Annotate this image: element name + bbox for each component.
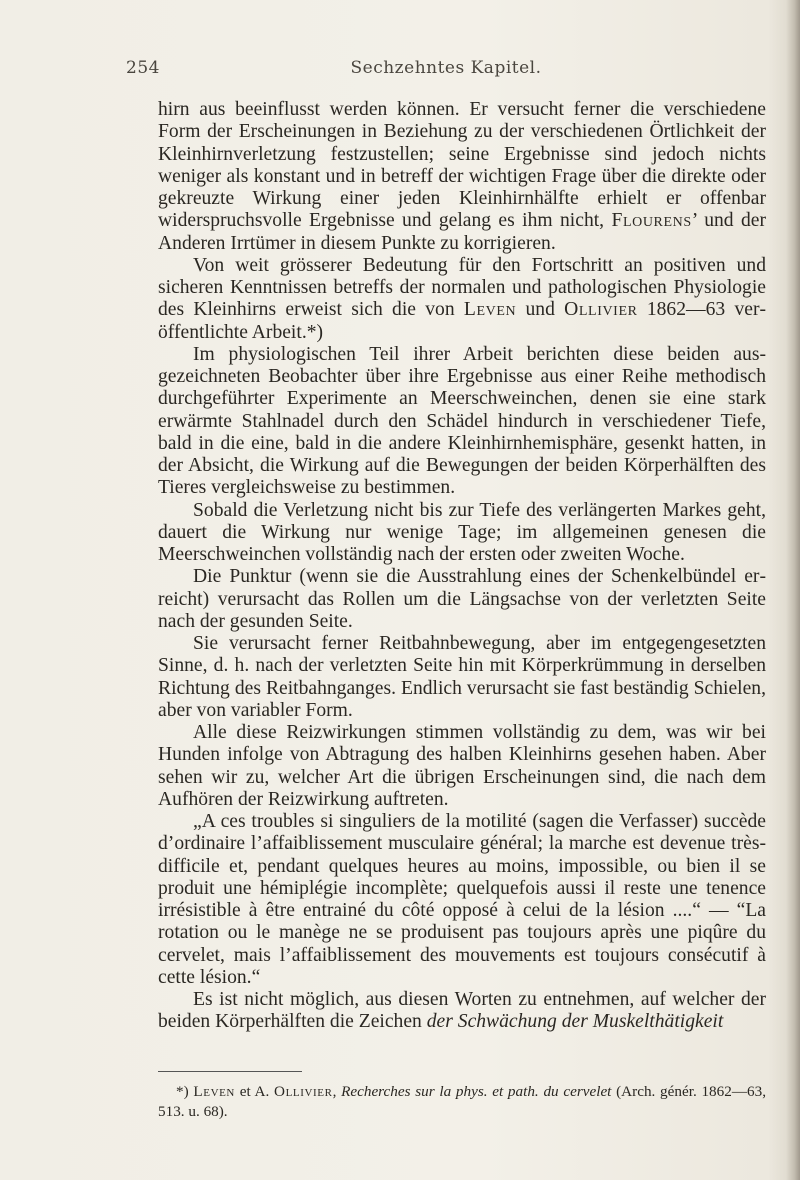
paragraph-9-text: Es ist nicht möglich, aus diesen Worten zu entnehmen, auf welcher der beiden Körperhälften die Zeichen [158,989,766,1033]
paragraph-2 [158,255,766,344]
footnote-title: Recherches sur la phys. et path. du cervelet [341,1083,612,1100]
author-flourens: Flourens [611,210,692,232]
paragraph-8-french-quote: „A ces troubles si singuliers de la motilité (sagen die Verfasser) succède d’ordinaire l’affaiblissement musculaire général; la marche est devenue très-difficile et, pendant quelques heures au moins, impossible, ou bien il se produit une hémiplégie incomplète; quelquefois aussi il reste une tenence irrésistible à être entrainé du côté opposé à celui de la lésion ....“ — “La rotation ou le manège ne se produisent pas toujours après une piqûre du cervelet, mais l’affaiblissement des mouvements est toujours consécutif à cette lésion.“ [158,811,766,988]
paragraph-2-end: 1862—63 veröffentlichte Arbeit.*) [158,299,767,343]
paragraph-2-text: Von weit grösserer Bedeutung für den Fortschritt an positiven und sicheren Kenntnissen betreffs der normalen und pathologischen Physiologie des Kleinhirns erweist sich die von [158,254,766,321]
paragraph-9-italic: der Schwächung der Muskelthätigkeit [426,1011,724,1033]
footnote-rest: (Arch. génér. 1862—63, 513. u. 68). [158,1083,767,1120]
paragraph-5: Die Punktur (wenn sie die Ausstrahlung eines der Schenkelbündel erreicht) verursacht das Rollen um die Längsachse von der verletzten Seite nach der gesunden Seite. [158,566,766,632]
footnote-sep: , [332,1083,342,1100]
paragraph-2-mid: und [516,299,565,321]
paragraph-1-end: ’ und der Anderen Irrtümer in diesem Punkte zu korrigieren. [158,210,767,254]
footnote [158,1082,766,1121]
footnote-text [158,1082,766,1121]
author-leven: Leven [463,299,517,321]
footnote-author-ollivier: Ollivier [274,1083,333,1100]
paragraph-1 [158,99,766,255]
paragraph-7: Alle diese Reizwirkungen stimmen vollständig zu dem, was wir bei Hunden infolge von Abtragung des halben Kleinhirns gesehen haben. Aber sehen wir zu, welcher Art die übrigen Erscheinungen sind, die nach dem Aufhören der Reizwirkung auftreten. [158,722,766,810]
body-text [158,99,766,1034]
page-number: 254 [126,58,160,78]
footnote-author-leven: Leven [193,1083,235,1100]
paragraph-1-text: hirn aus beeinflusst werden können. Er versucht ferner die verschiedene Form der Erscheinungen in Beziehung zu der verschiedenen Örtlichkeit der Kleinhirnverletzung festzustellen; seine Ergebnisse sind jedoch nichts weniger als konstant und in betreff der wichtigen Frage über die direkte oder gekreuzte Wirkung einer jeden Kleinhirnhälfte erhielt er offenbar widerspruchsvolle Ergebnisse und gelang es ihm nicht, [158,99,766,232]
page-header [126,58,766,86]
paragraph-9 [158,989,766,1034]
author-ollivier: Ollivier [564,299,638,321]
paragraph-4: Sobald die Verletzung nicht bis zur Tiefe des verlängerten Markes geht, dauert die Wirkung nur wenige Tage; im allgemeinen genesen die Meerschweinchen vollständig nach der ersten oder zweiten Woche. [158,499,766,565]
page-edge-shadow [786,0,800,1180]
chapter-title: Sechzehntes Kapitel. [350,58,542,78]
paragraph-3: Im physiologischen Teil ihrer Arbeit berichten diese beiden ausgezeichneten Beobachter über ihre Ergebnisse aus einer Reihe methodisch durchgeführter Experimente an Meerschweinchen, denen sie eine stark erwärmte Stahlnadel durch den Schädel hindurch in verschiedener Tiefe, bald in die eine, bald in die andere Kleinhirnhemisphäre, gesenkt hatten, in der Absicht, die Wirkung auf die Bewegungen der beiden Körperhälften des Tieres vergleichsweise zu bestimmen. [158,343,766,499]
footnote-mid: et A. [234,1083,275,1100]
footnote-marker: *) [176,1083,194,1100]
footnote-rule [158,1071,302,1072]
paragraph-6: Sie verursacht ferner Reitbahnbewegung, aber im entgegengesetzten Sinne, d. h. nach der verletzten Seite hin mit Körperkrümmung in derselben Richtung des Reitbahnganges. Endlich verursacht sie fast beständig Schielen, aber von variabler Form. [158,633,766,721]
